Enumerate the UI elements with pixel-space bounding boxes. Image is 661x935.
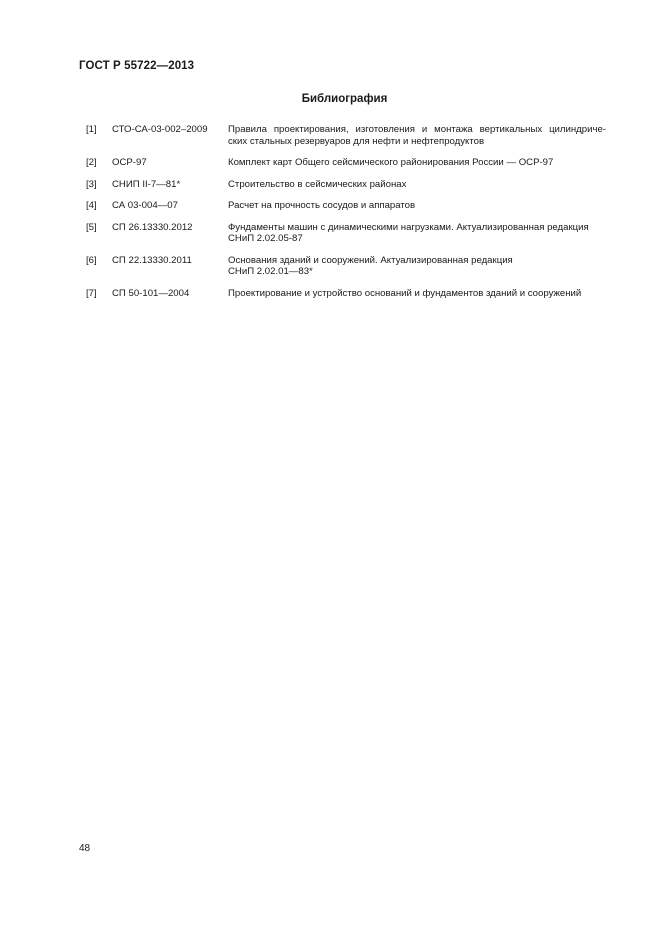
entry-description-line: СНиП 2.02.05-87 bbox=[228, 233, 303, 244]
entry-description-line: Основания зданий и сооружений. Актуализированная редакция bbox=[228, 254, 513, 266]
entry-description bbox=[228, 124, 606, 147]
entry-description-line: Расчет на прочность сосудов и аппаратов bbox=[228, 200, 416, 211]
entry-description-line: ских стальных резервуаров для нефти и нефтепродуктов bbox=[228, 135, 485, 147]
entry-number: [3] bbox=[86, 178, 97, 190]
entry-description bbox=[228, 222, 606, 245]
entry-code: ОСР-97 bbox=[112, 157, 147, 168]
entry-number: [7] bbox=[86, 287, 97, 299]
bibliography-entry-1 bbox=[86, 124, 606, 147]
entry-number: [4] bbox=[86, 200, 97, 211]
bibliography-entry-5 bbox=[86, 222, 606, 245]
entry-description-line: Строительство в сейсмических районах bbox=[228, 178, 407, 190]
entry-code: СНИП II-7—81* bbox=[112, 178, 181, 190]
entry-code: СТО-СА-03-002–2009 bbox=[112, 124, 208, 135]
entry-description bbox=[228, 200, 606, 212]
entry-number: [1] bbox=[86, 124, 97, 135]
entry-number: [2] bbox=[86, 157, 97, 168]
entry-description-line: Правила проектирования, изготовления и монтажа вертикальных цилиндриче- bbox=[228, 124, 606, 135]
entry-number: [6] bbox=[86, 254, 97, 266]
entry-description bbox=[228, 288, 606, 300]
entry-number: [5] bbox=[86, 221, 97, 233]
bibliography-title: Библиография bbox=[301, 93, 388, 105]
entry-code: СП 22.13330.2011 bbox=[112, 254, 192, 266]
page-number: 48 bbox=[79, 843, 91, 854]
bibliography-entry-7 bbox=[86, 288, 606, 300]
entry-code: СП 50-101—2004 bbox=[112, 287, 190, 299]
entry-code: СА 03-004—07 bbox=[112, 200, 178, 211]
bibliography-entry-6 bbox=[86, 255, 606, 278]
bibliography-entry-3 bbox=[86, 179, 606, 191]
entry-description-line: Фундаменты машин с динамическими нагрузками. Актуализированная редакция bbox=[228, 221, 589, 233]
bibliography-entry-4 bbox=[86, 200, 606, 212]
entry-description bbox=[228, 255, 606, 278]
document-code-header: ГОСТ Р 55722—2013 bbox=[79, 60, 195, 72]
bibliography-entry-2 bbox=[86, 157, 606, 169]
entry-code: СП 26.13330.2012 bbox=[112, 221, 193, 233]
entry-description-line: СНиП 2.02.01—83* bbox=[228, 266, 313, 277]
entry-description bbox=[228, 157, 606, 169]
entry-description-line: Комплект карт Общего сейсмического районирования России — ОСР-97 bbox=[228, 157, 554, 168]
bibliography-list bbox=[86, 124, 606, 309]
entry-description bbox=[228, 179, 606, 191]
entry-description-line: Проектирование и устройство оснований и фундаментов зданий и сооружений bbox=[228, 287, 582, 299]
